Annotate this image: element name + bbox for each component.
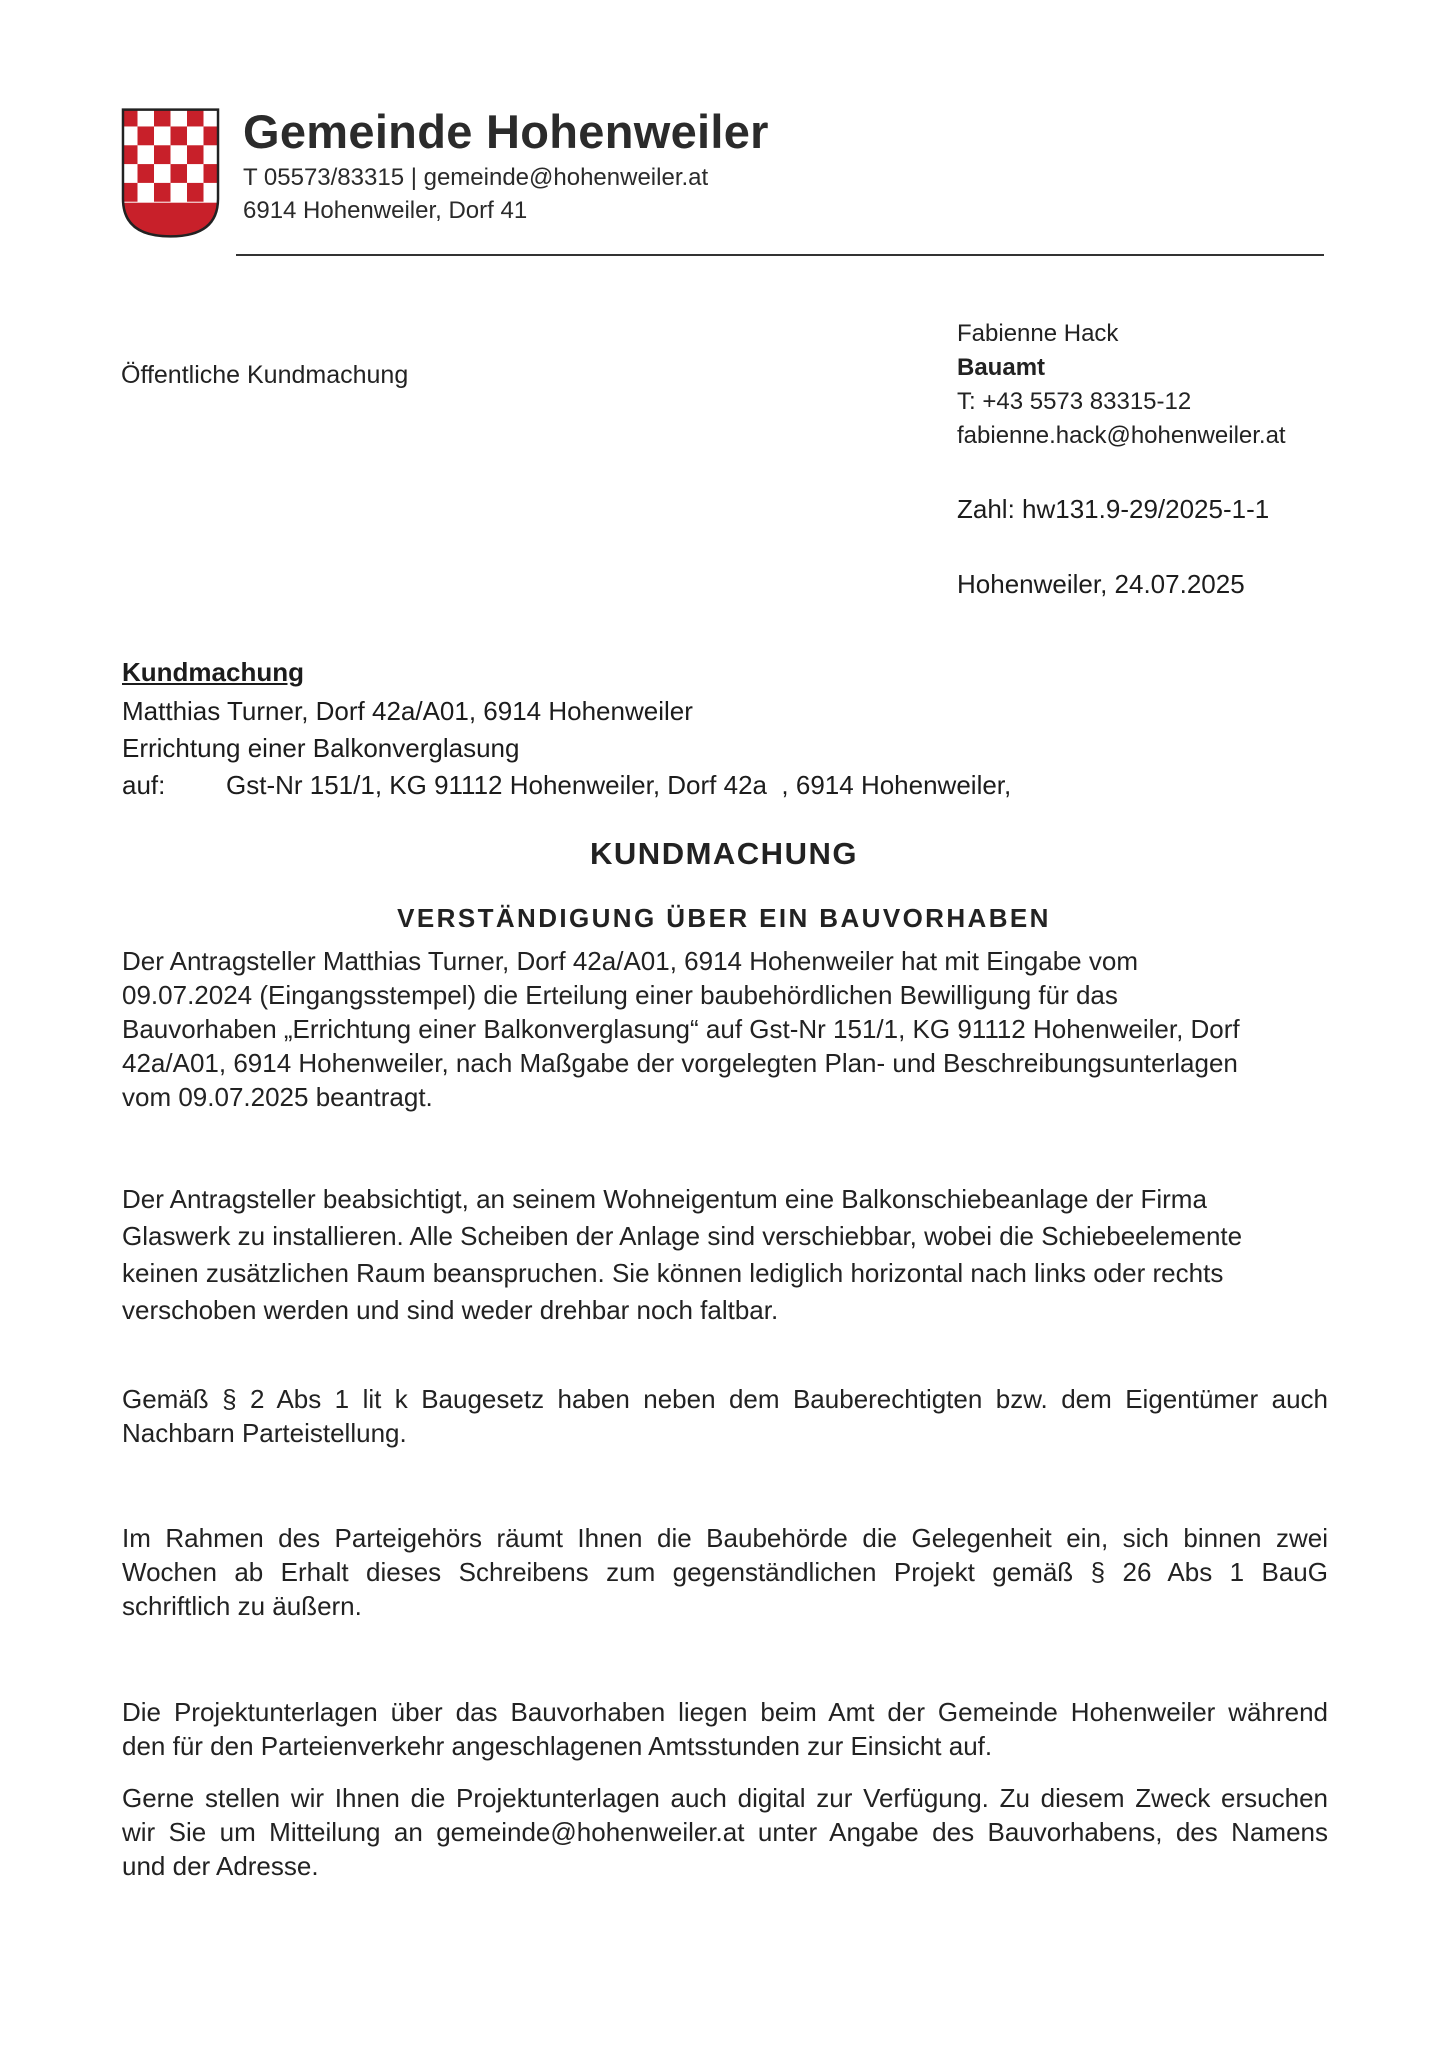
paragraph-line: 42a/A01, 6914 Hohenweiler, nach Maßgabe der vorgelegten Plan- und Beschreibungsunterlagen [122, 1048, 1238, 1078]
paragraph-line: wir Sie um Mitteilung an gemeinde@hohenweiler.at unter Angabe des Bauvorhabens, des Namens [122, 1817, 1328, 1847]
header-divider [236, 254, 1324, 256]
paragraph-line: schriftlich zu äußern. [122, 1591, 362, 1621]
paragraph-line: Im Rahmen des Parteigehörs räumt Ihnen die Baubehörde die Gelegenheit ein, sich binnen zwei [122, 1523, 1328, 1553]
paragraph-line: Glaswerk zu installieren. Alle Scheiben der Anlage sind verschiebbar, wobei die Schiebeelemente [122, 1221, 1243, 1251]
paragraph-line: Nachbarn Parteistellung. [122, 1418, 407, 1448]
paragraph-legal-basis [122, 1382, 1328, 1450]
paragraph-line: und der Adresse. [122, 1851, 319, 1881]
contact-department: Bauamt [957, 354, 1046, 381]
subject-location-label: auf: [122, 770, 166, 800]
paragraph-line: den für den Parteienverkehr angeschlagenen Amtsstunden zur Einsicht auf. [122, 1731, 993, 1761]
org-name: Gemeinde Hohenweiler [243, 105, 769, 158]
sub-title: VERSTÄNDIGUNG ÜBER EIN BAUVORHABEN [397, 903, 1051, 933]
municipal-crest-logo [121, 107, 220, 239]
place-date: Hohenweiler, 24.07.2025 [957, 569, 1245, 599]
subject-heading: Kundmachung [122, 657, 304, 687]
paragraph-hearing [122, 1521, 1328, 1623]
paragraph-line: vom 09.07.2025 beantragt. [122, 1082, 433, 1112]
paragraph-line: 09.07.2024 (Eingangsstempel) die Erteilung einer baubehördlichen Bewilligung für das [122, 980, 1118, 1010]
paragraph-line: keinen zusätzlichen Raum beanspruchen. Sie können lediglich horizontal nach links oder rechts [122, 1258, 1224, 1288]
paragraph-line: Bauvorhaben „Errichtung einer Balkonverglasung“ auf Gst-Nr 151/1, KG 91112 Hohenweiler, Dorf [122, 1014, 1240, 1044]
subject-applicant: Matthias Turner, Dorf 42a/A01, 6914 Hohenweiler [122, 696, 693, 726]
paragraph-line: Der Antragsteller beabsichtigt, an seinem Wohneigentum eine Balkonschiebeanlage der Firma [122, 1184, 1207, 1214]
header-contact-line: T 05573/83315 | gemeinde@hohenweiler.at [243, 164, 709, 191]
paragraph-line: Wochen ab Erhalt dieses Schreibens zum gegenständlichen Projekt gemäß § 26 Abs 1 BauG [122, 1557, 1328, 1587]
paragraph-line: Gemäß § 2 Abs 1 lit k Baugesetz haben neben dem Bauberechtigten bzw. dem Eigentümer auch [122, 1384, 1328, 1414]
paragraph-application [122, 944, 1328, 1114]
subject-location: Gst-Nr 151/1, KG 91112 Hohenweiler, Dorf 42a , 6914 Hohenweiler, [226, 770, 1012, 800]
contact-email: fabienne.hack@hohenweiler.at [957, 422, 1286, 449]
paragraph-line: Die Projektunterlagen über das Bauvorhaben liegen beim Amt der Gemeinde Hohenweiler während [122, 1697, 1328, 1727]
paragraph-digital-request [122, 1781, 1328, 1883]
paragraph-inspection [122, 1695, 1328, 1763]
main-title: KUNDMACHUNG [590, 836, 858, 871]
reference-number: Zahl: hw131.9-29/2025-1-1 [957, 494, 1270, 524]
subject-project: Errichtung einer Balkonverglasung [122, 733, 520, 763]
paragraph-line: Gerne stellen wir Ihnen die Projektunterlagen auch digital zur Verfügung. Zu diesem Zweck ersuchen [122, 1783, 1328, 1813]
header-address-line: 6914 Hohenweiler, Dorf 41 [243, 197, 528, 224]
paragraph-line: verschoben werden und sind weder drehbar noch faltbar. [122, 1295, 779, 1325]
publication-label: Öffentliche Kundmachung [121, 361, 409, 389]
contact-phone: T: +43 5573 83315-12 [957, 388, 1192, 415]
contact-name: Fabienne Hack [957, 320, 1119, 347]
paragraph-description [122, 1181, 1328, 1329]
paragraph-line: Der Antragsteller Matthias Turner, Dorf 42a/A01, 6914 Hohenweiler hat mit Eingabe vom [122, 946, 1138, 976]
